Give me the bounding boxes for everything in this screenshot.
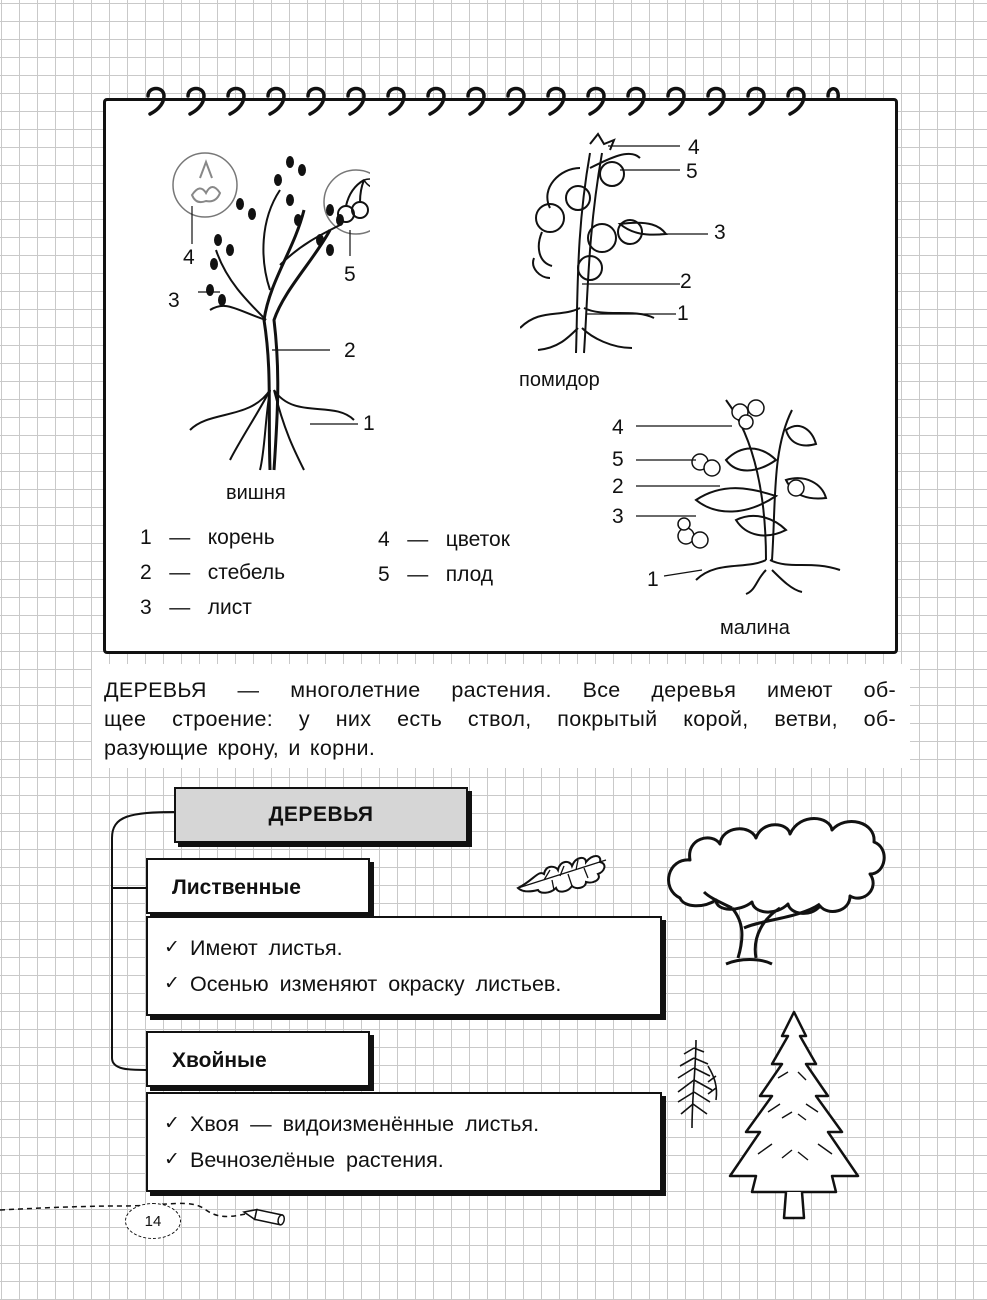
cherry-label-fruit: 5 [344, 263, 356, 286]
tomato-label-flower: 4 [688, 136, 700, 159]
oak-leaf-icon [514, 840, 614, 896]
cherry-caption: вишня [226, 482, 286, 504]
cherry-label-root: 1 [363, 412, 375, 435]
raspberry-caption: малина [720, 617, 790, 639]
list-item: ✓ Хвоя — видоизменённые листья. [164, 1106, 539, 1142]
cherry-label-flower: 4 [183, 246, 195, 269]
trees-definition: ДЕРЕВЬЯ — многолетние растения. Все деревья имеют об- щее строение: у них есть ствол, покрытый корой, ветви, об- разующие крону, и корни. [104, 678, 896, 760]
checkmark-icon: ✓ [164, 1149, 180, 1170]
pine-branch-icon [672, 1036, 726, 1132]
legend-item: 4 — цветок [378, 528, 510, 551]
raspberry-label-flower: 4 [612, 416, 624, 439]
legend-item: 5 — плод [378, 563, 494, 586]
page-number: 14 [125, 1203, 181, 1239]
checkmark-icon: ✓ [164, 1113, 180, 1134]
raspberry-plant-illustration [636, 390, 856, 600]
tomato-caption: помидор [519, 369, 600, 391]
raspberry-label-stem: 2 [612, 475, 624, 498]
tomato-label-root: 1 [677, 302, 689, 325]
legend-item: 2 — стебель [140, 561, 286, 584]
coniferous-facts-list [164, 1106, 539, 1178]
raspberry-label-root: 1 [647, 568, 659, 591]
spiral-binding-icon [140, 84, 840, 124]
checkmark-icon: ✓ [164, 973, 180, 994]
spruce-tree-icon [722, 1008, 866, 1226]
raspberry-label-leaf: 3 [612, 505, 624, 528]
tomato-label-fruit: 5 [686, 160, 698, 183]
cherry-label-leaf: 3 [168, 289, 180, 312]
list-item: ✓ Вечнозелёные растения. [164, 1142, 539, 1178]
deciduous-tree-icon [660, 808, 890, 970]
tomato-label-stem: 2 [680, 270, 692, 293]
legend-item: 3 — лист [140, 596, 252, 619]
list-item: ✓ Осенью изменяют окраску листьев. [164, 966, 561, 1002]
raspberry-label-fruit: 5 [612, 448, 624, 471]
cherry-label-stem: 2 [344, 339, 356, 362]
legend-item: 1 — корень [140, 526, 275, 549]
deciduous-facts-list [164, 930, 561, 1002]
list-item: ✓ Имеют листья. [164, 930, 561, 966]
tomato-label-leaf: 3 [714, 221, 726, 244]
category-coniferous-label: Хвойные [172, 1049, 267, 1072]
category-deciduous-label: Лиственные [172, 876, 301, 899]
cherry-tree-illustration [170, 140, 370, 475]
checkmark-icon: ✓ [164, 937, 180, 958]
scheme-title: ДЕРЕВЬЯ [174, 787, 468, 843]
